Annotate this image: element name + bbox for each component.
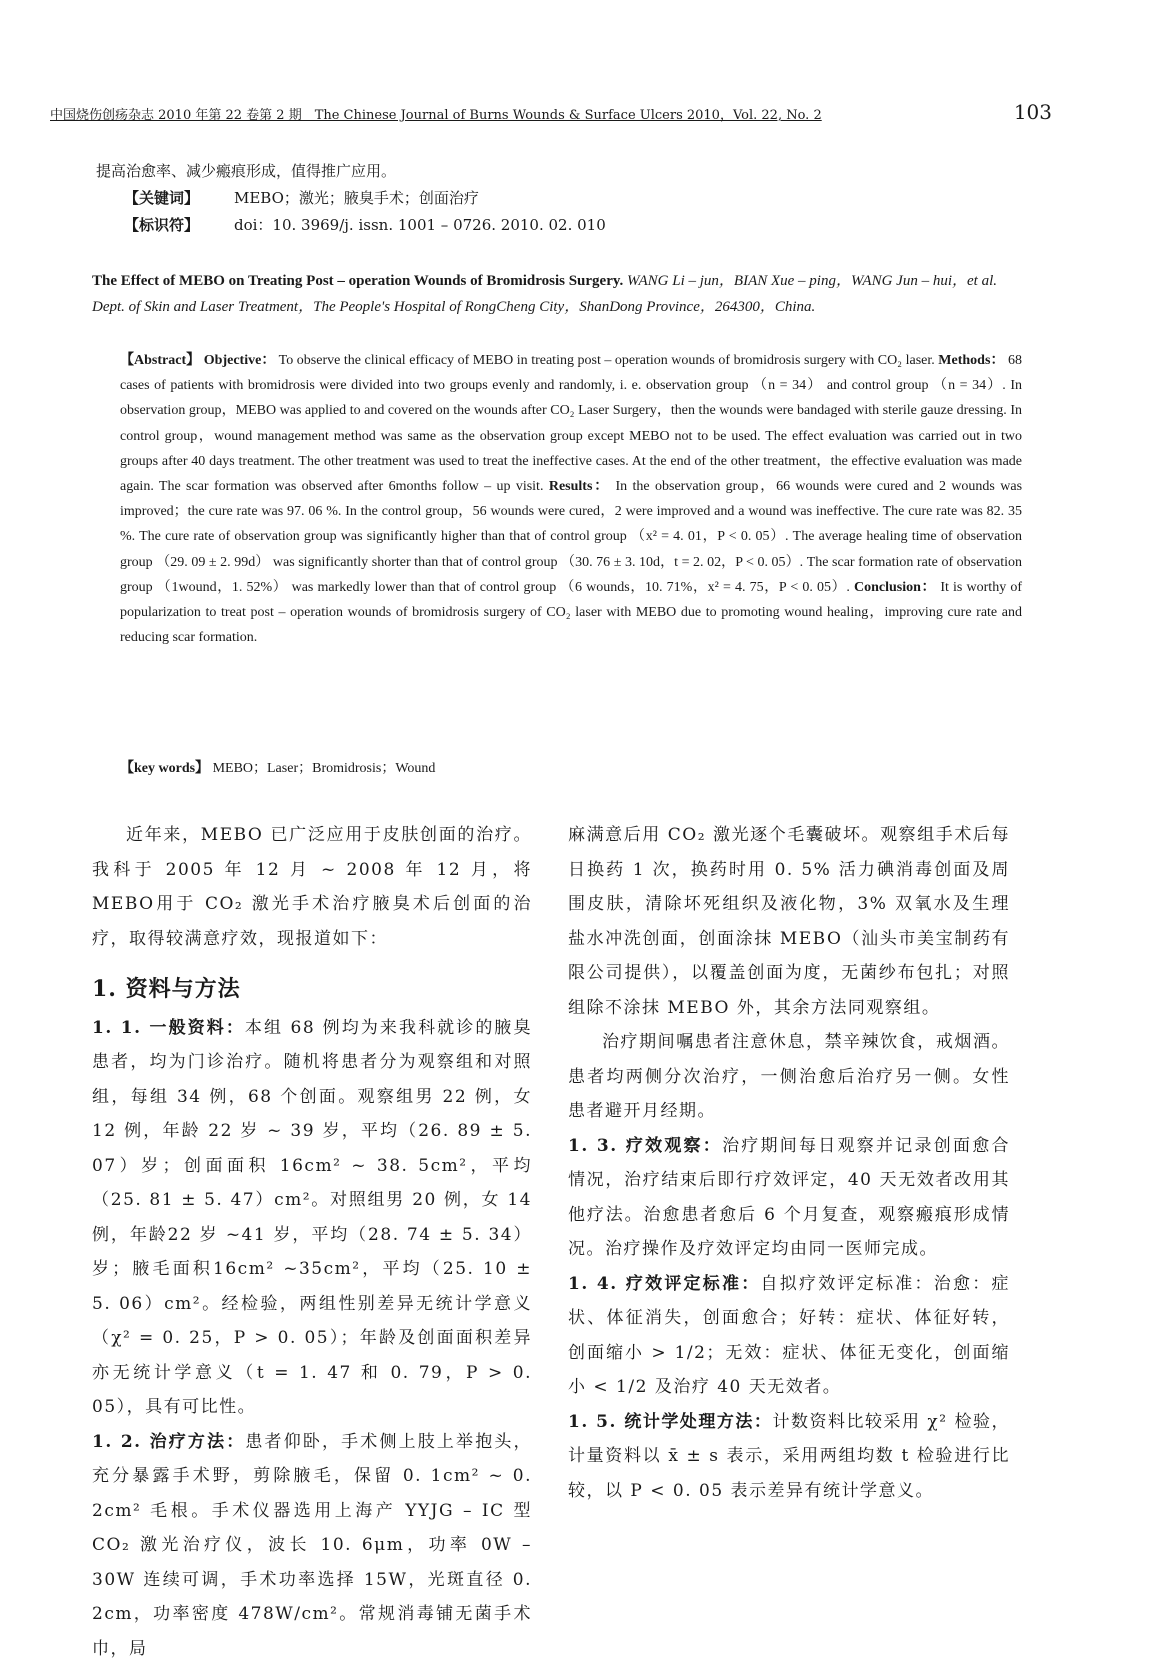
conclusion-text: It is worthy of popularization to treat post – operation wounds of bromidrosis surgery of CO₂ laser with MEBO due to promoting wound healing，improving cure rate and reducing scar formation. (120, 579, 1022, 646)
s11-text: 本组 68 例均为来我科就诊的腋臭患者，均为门诊治疗。随机将患者分为观察组和对照组，每组 34 例，68 个创面。观察组男 22 例，女 12 例，年龄 22 岁 ~ 39 岁，平均（26. 89 ± 5. 07）岁；创面面积 16cm² ~ 38. 5cm²，平均（25. 81 ± 5. 47）cm²。对照组男 20 例，女 14 例，年龄22 岁 ~41 岁，平均（28. 74 ± 5. 34）岁；腋毛面积16cm² ~35cm²，平均（25. 10 ± 5. 06）cm²。经检验，两组性别差异无统计学意义（χ² = 0. 25，P > 0. 05）；年龄及创面面积差异亦无统计学意义（t = 1. 47 和 0. 79，P > 0. 05），具有可比性。 (92, 1017, 532, 1417)
left-column (92, 818, 532, 1666)
en-keywords: MEBO；Laser；Bromidrosis；Wound (212, 761, 436, 776)
conclusion-label: Conclusion： (853, 579, 937, 595)
running-title: 中国烧伤创疡杂志 2010 年第 22 卷第 2 期 The Chinese Journal of Burns Wounds & Surface Ulcers 2010，Vol. 22, No. 2 (50, 108, 822, 123)
s13-text: 治疗期间每日观察并记录创面愈合情况，治疗结束后即行疗效评定，40 天无效者改用其他疗法。治愈患者愈后 6 个月复查，观察瘢痕形成情况。治疗操作及疗效评定均由同一医师完成。 (568, 1135, 1010, 1259)
results-label: Results： (548, 479, 611, 495)
cn-identifier-row (96, 212, 1056, 239)
s12-label: 1. 2. 治疗方法： (92, 1431, 246, 1452)
abstract-label: 【Abstract】 (120, 353, 201, 368)
section-1-1 (92, 1011, 532, 1425)
s13-label: 1. 3. 疗效观察： (568, 1135, 723, 1156)
en-keywords-label: 【key words】 (120, 761, 210, 776)
chinese-abstract-tail (96, 158, 1056, 239)
english-title: The Effect of MEBO on Treating Post – operation Wounds of Bromidrosis Surgery. (92, 273, 624, 289)
objective-label: Objective： (203, 353, 276, 368)
english-abstract (92, 348, 1022, 650)
right-column (568, 818, 1010, 1508)
section-1-2-continued: 麻满意后用 CO₂ 激光逐个毛囊破坏。观察组手术后每日换药 1 次，换药时用 0. 5% 活力碘消毒创面及周围皮肤，清除坏死组织及液化物，3% 双氧水及生理盐水冲洗创面，创面涂抹 MEBO（汕头市美宝制药有限公司提供），以覆盖创面为度，无菌纱布包扎；对照组除不涂抹 MEBO 外，其余方法同观察组。 (568, 825, 1010, 1018)
english-keywords (120, 758, 435, 780)
running-header (50, 100, 1052, 124)
cn-keywords: MEBO；激光；腋臭手术；创面治疗 (234, 189, 479, 207)
abstract-tail: 提高治愈率、减少瘢痕形成，值得推广应用。 (96, 162, 397, 180)
section-1-2 (92, 1425, 532, 1667)
results-text: In the observation group，66 wounds were cured and 2 wounds was improved；the cure rate was 97. 06 %. In the control group，56 wounds were cured，2 were improved and a wound was ineffective. The cure rate was 82. 35 %. The cure rate of observation group was significantly higher than that of control group （x² = 4. 01，P < 0. 05）. The average healing time of observation group （29. 09 ± 2. 99d） was significantly shorter than that of control group （30. 76 ± 3. 10d，t = 2. 02，P < 0. 05）. The scar formation rate of observation group （1wound，1. 52%） was markedly lower than that of control group （6 wounds，10. 71%，x² = 4. 75，P < 0. 05）. (120, 479, 1023, 595)
intro-paragraph: 近年来，MEBO 已广泛应用于皮肤创面的治疗。我科于 2005 年 12 月 ~ 2008 年 12 月，将 MEBO用于 CO₂ 激光手术治疗腋臭术后创面的治疗，取得较满意疗效，现报道如下： (92, 825, 532, 949)
cn-doi: doi：10. 3969/j. issn. 1001 – 0726. 2010. 02. 010 (234, 216, 606, 234)
s14-text: 自拟疗效评定标准：治愈：症状、体征消失，创面愈合；好转：症状、体征好转，创面缩小 > 1/2；无效：症状、体征无变化，创面缩小 < 1/2 及治疗 40 天无效者。 (568, 1273, 1010, 1397)
page-number: 103 (1013, 100, 1052, 124)
english-title-block (92, 268, 1022, 320)
s14-label: 1. 4. 疗效评定标准： (568, 1273, 761, 1294)
cn-keywords-row (96, 185, 1056, 212)
section-1-title: 1. 资料与方法 (92, 976, 241, 1002)
s15-label: 1. 5. 统计学处理方法： (568, 1411, 773, 1432)
section-1-5 (568, 1405, 1010, 1509)
methods-label: Methods： (938, 353, 1005, 368)
objective-text: To observe the clinical efficacy of MEBO in treating post – operation wounds of bromidrosis surgery with CO₂ laser. (278, 353, 935, 368)
s15-text: 计数资料比较采用 χ² 检验，计量资料以 x̄ ± s 表示，采用两组均数 t 检验进行比较，以 P < 0. 05 表示差异有统计学意义。 (568, 1411, 1010, 1501)
s11-label: 1. 1. 一般资料： (92, 1017, 245, 1038)
english-authors: WANG Li – jun，BIAN Xue – ping，WANG Jun – hui，et al. Dept. of Skin and Laser Treatment，The People's Hospital of RongCheng City，ShanDong Province，264300，China. (92, 273, 997, 315)
methods-text: 68 cases of patients with bromidrosis were divided into two groups evenly and randomly, i. e. observation group （n = 34） and control group （n = 34）. In observation group，MEBO was applied to and covered on the wounds after CO₂ Laser Surgery，then the wounds were bandaged with sterile gauze dressing. In control group，wound management method was same as the observation group except MEBO not to be used. The effect evaluation was carried out in two groups after 40 days treatment. The other treatment was used to treat the ineffective cases. At the end of the other treatment，the effective evaluation was made again. The scar formation was observed after 6months follow – up visit. (120, 353, 1023, 495)
section-1-2-para2: 治疗期间嘱患者注意休息，禁辛辣饮食，戒烟酒。患者均两侧分次治疗，一侧治愈后治疗另一侧。女性患者避开月经期。 (568, 1032, 1010, 1121)
cn-keywords-label: 【关键词】 (124, 189, 200, 207)
s12-text: 患者仰卧，手术侧上肢上举抱头，充分暴露手术野，剪除腋毛，保留 0. 1cm² ~ 0. 2cm² 毛根。手术仪器选用上海产 YYJG – IC 型 CO₂ 激光治疗仪，波长 10. 6μm，功率 0W – 30W 连续可调，手术功率选择 15W，光斑直径 0. 2cm，功率密度 478W/cm²。常规消毒铺无菌手术巾，局 (92, 1431, 532, 1659)
cn-identifier-label: 【标识符】 (124, 216, 200, 234)
section-1-3 (568, 1129, 1010, 1267)
section-1-4 (568, 1267, 1010, 1405)
